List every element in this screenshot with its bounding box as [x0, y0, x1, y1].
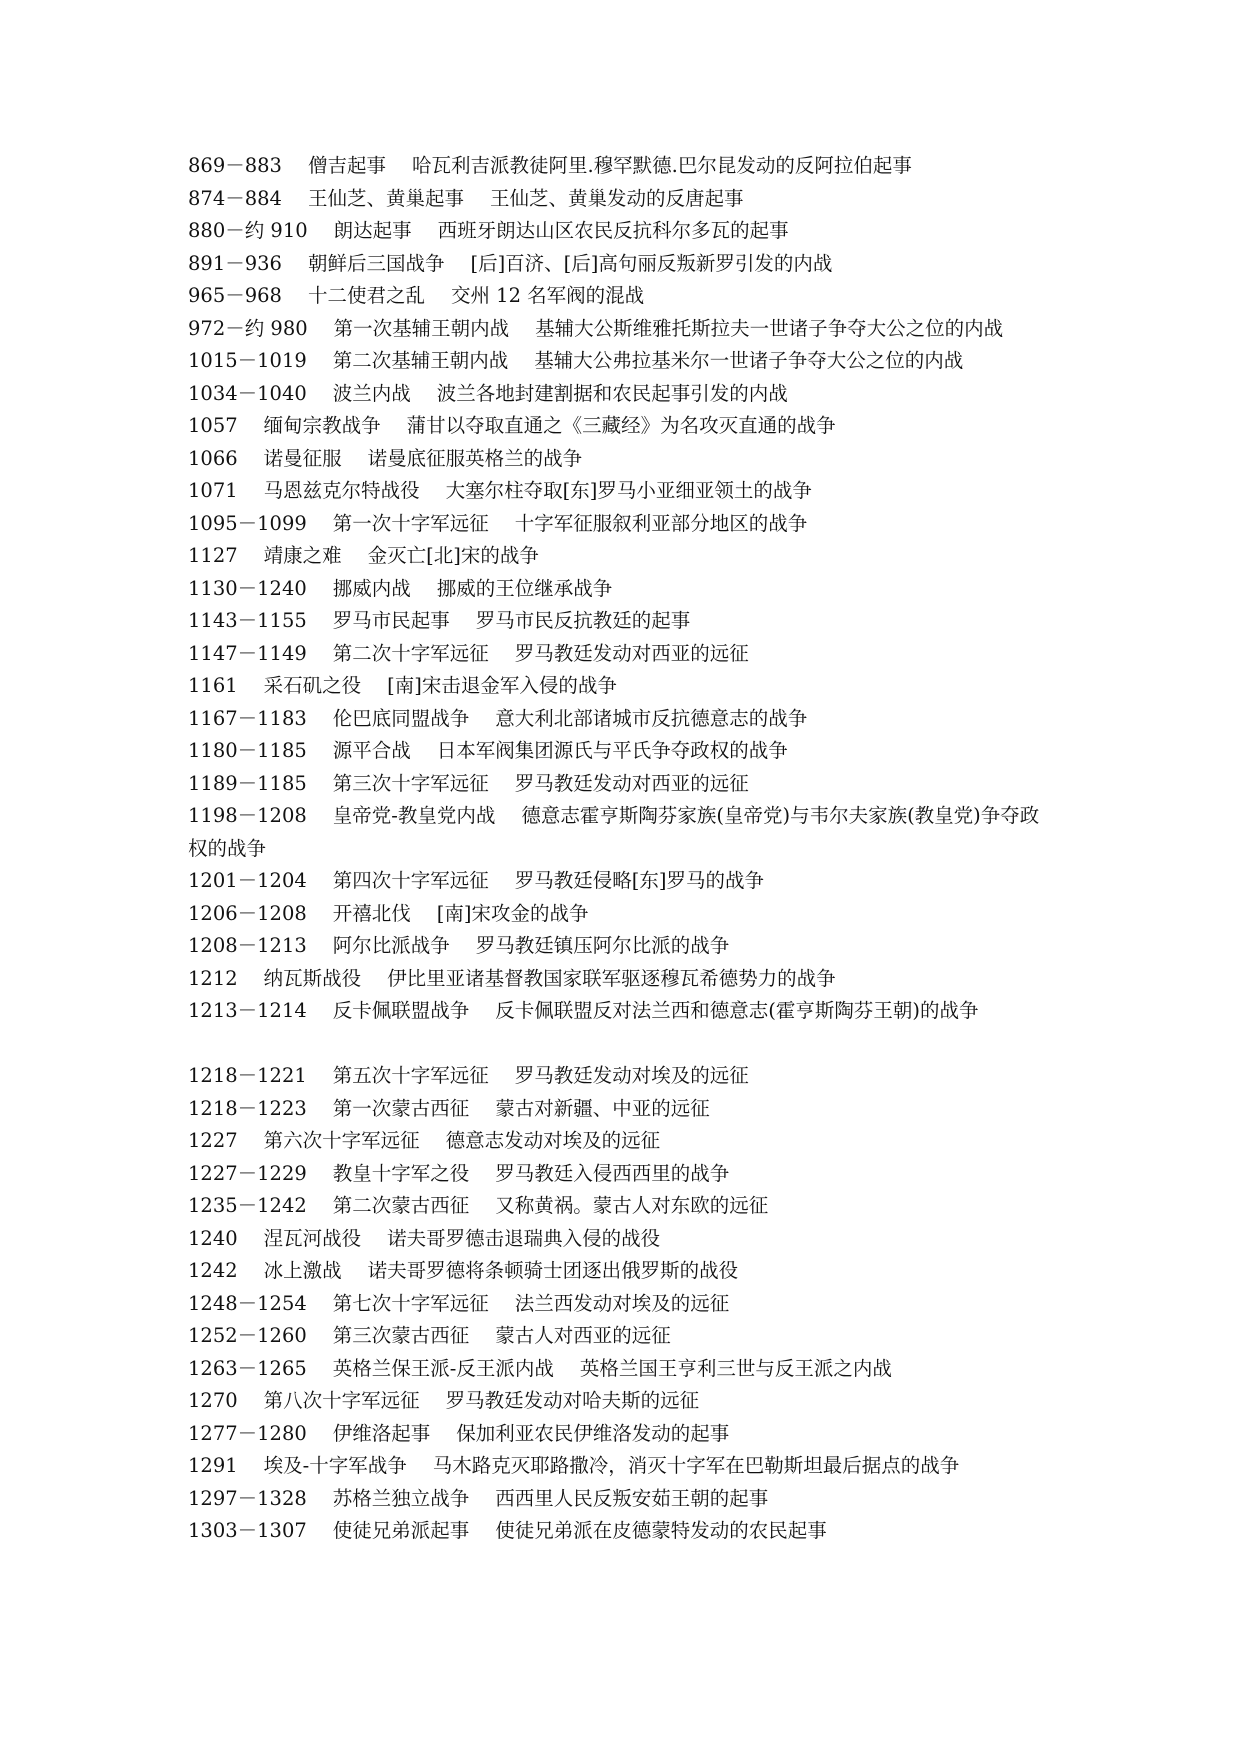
- entry-event: 采石矶之役: [263, 674, 362, 697]
- list-item: [188, 280, 1058, 313]
- entry-description: 又称黄祸。蒙古人对东欧的远征: [495, 1194, 769, 1217]
- entry-description: 德意志发动对埃及的远征: [445, 1129, 661, 1152]
- entry-event: 十二使君之乱: [307, 284, 425, 307]
- entry-event: 第一次蒙古西征: [332, 1096, 470, 1120]
- entry-event: 皇帝党-教皇党内战: [332, 804, 496, 827]
- entry-years: 869－883: [188, 154, 282, 177]
- entry-years: 1189－1185: [188, 771, 307, 795]
- entry-years: 1147－1149: [188, 641, 307, 665]
- entry-description: 挪威的王位继承战争: [436, 576, 613, 600]
- list-item: [188, 1158, 1058, 1191]
- entry-description: 哈瓦利吉派教徒阿里.穆罕默德.巴尔昆发动的反阿拉伯起事: [411, 154, 912, 177]
- entry-description: 蒲甘以夺取直通之《三藏经》为名攻灭直通的战争: [406, 414, 836, 437]
- entry-description: [后]百济、[后]高句丽反叛新罗引发的内战: [470, 251, 833, 275]
- entry-event: 教皇十字军之役: [332, 1161, 470, 1185]
- entry-years: 1218－1221: [188, 1064, 307, 1087]
- list-item: [188, 703, 1058, 736]
- list-item: [188, 215, 1058, 248]
- entry-years: 1277－1280: [188, 1421, 307, 1445]
- entry-event: 第八次十字军远征: [263, 1389, 420, 1412]
- entry-description: 马木路克灭耶路撒冷，消灭十字军在巴勒斯坦最后据点的战争: [432, 1454, 960, 1477]
- entry-event: 挪威内战: [332, 576, 411, 600]
- list-item: [188, 1125, 1058, 1158]
- entry-years: 1130－1240: [188, 576, 307, 600]
- entry-years: 874－884: [188, 186, 282, 210]
- entry-years: 1206－1208: [188, 901, 307, 925]
- entry-event: 第一次基辅王朝内战: [333, 316, 510, 340]
- list-item: [188, 313, 1058, 346]
- entry-event: 王仙芝、黄巢起事: [307, 186, 464, 210]
- entry-years: 1218－1223: [188, 1096, 307, 1120]
- entry-years: 1208－1213: [188, 934, 307, 957]
- entry-description: 罗马教廷侵略[东]罗马的战争: [514, 869, 764, 892]
- entry-event: 第三次蒙古西征: [332, 1324, 470, 1347]
- list-item: [188, 638, 1058, 671]
- entry-description: 诺曼底征服英格兰的战争: [367, 446, 583, 470]
- entry-years: 1212: [188, 966, 238, 990]
- entry-description: 罗马教廷入侵西西里的战争: [495, 1161, 730, 1185]
- list-item: [188, 963, 1058, 996]
- entry-description: 基辅大公弗拉基米尔一世诸子争夺大公之位的内战: [534, 349, 964, 372]
- entry-description: 波兰各地封建割据和农民起事引发的内战: [436, 381, 788, 405]
- list-item: [188, 443, 1058, 476]
- list-item: [188, 248, 1058, 281]
- entry-event: 伦巴底同盟战争: [332, 706, 470, 730]
- entry-event: 使徒兄弟派起事: [332, 1519, 470, 1542]
- entry-description: [南]宋攻金的战争: [436, 901, 589, 925]
- list-item: [188, 1483, 1058, 1516]
- entry-years: 1235－1242: [188, 1194, 307, 1217]
- entry-event: 纳瓦斯战役: [263, 966, 362, 990]
- entry-event: 第七次十字军远征: [332, 1291, 489, 1315]
- entry-description: 罗马市民反抗教廷的起事: [475, 609, 691, 632]
- entry-event: 第三次十字军远征: [332, 771, 489, 795]
- list-item: [188, 508, 1058, 541]
- entry-event: 冰上激战: [263, 1259, 342, 1282]
- list-item: [188, 865, 1058, 898]
- entry-years: 1240: [188, 1226, 238, 1250]
- entry-years: 1270: [188, 1389, 238, 1412]
- entry-years: 1161: [188, 674, 238, 697]
- list-item: [188, 1060, 1058, 1093]
- entry-years: 1034－1040: [188, 381, 307, 405]
- entry-description: 罗马教廷镇压阿尔比派的战争: [475, 934, 730, 957]
- entry-event: 源平合战: [332, 739, 411, 762]
- entry-years: 1242: [188, 1259, 238, 1282]
- list-item: [188, 930, 1058, 963]
- entry-years: 1198－1208: [188, 804, 307, 827]
- list-item: [188, 1190, 1058, 1223]
- list-item: [188, 475, 1058, 508]
- list-item: [188, 540, 1058, 573]
- entry-description: 蒙古对新疆、中亚的远征: [495, 1096, 710, 1120]
- entry-description: 使徒兄弟派在皮德蒙特发动的农民起事: [495, 1519, 827, 1542]
- entry-years: 1263－1265: [188, 1356, 307, 1380]
- entry-description: 基辅大公斯维雅托斯拉夫一世诸子争夺大公之位的内战: [535, 316, 1004, 340]
- entry-event: 缅甸宗教战争: [263, 414, 381, 437]
- entry-description: 罗马教廷发动对西亚的远征: [514, 641, 749, 665]
- entry-years: 1213－1214: [188, 999, 307, 1022]
- list-item: [188, 800, 1058, 865]
- list-item: [188, 1320, 1058, 1353]
- entry-years: 1248－1254: [188, 1291, 307, 1315]
- entry-event: 涅瓦河战役: [263, 1226, 362, 1250]
- entry-description: 保加利亚农民伊维洛发动的起事: [456, 1421, 730, 1445]
- entry-years: 891－936: [188, 251, 282, 275]
- entry-event: 埃及-十字军战争: [263, 1454, 407, 1477]
- list-item: [188, 735, 1058, 768]
- entry-years: 1252－1260: [188, 1324, 307, 1347]
- entry-description: 十字军征服叙利亚部分地区的战争: [514, 511, 808, 535]
- entry-event: 苏格兰独立战争: [332, 1486, 470, 1510]
- list-item: [188, 378, 1058, 411]
- entry-description: 日本军阀集团源氏与平氏争夺政权的战争: [436, 739, 788, 762]
- entry-event: 阿尔比派战争: [332, 934, 450, 957]
- entry-years: 1015－1019: [188, 349, 307, 372]
- entry-event: 诺曼征服: [263, 446, 342, 470]
- list-item: [188, 573, 1058, 606]
- entry-event: 靖康之难: [263, 544, 342, 567]
- entry-years: 1143－1155: [188, 609, 307, 632]
- entry-years: 1180－1185: [188, 739, 307, 762]
- entry-years: 1227－1229: [188, 1161, 307, 1185]
- entry-event: 开禧北伐: [332, 901, 411, 925]
- entry-event: 第五次十字军远征: [332, 1064, 489, 1087]
- entry-event: 波兰内战: [332, 381, 411, 405]
- list-item: [188, 410, 1058, 443]
- entry-description: 诺夫哥罗德将条顿骑士团逐出俄罗斯的战役: [367, 1259, 739, 1282]
- entry-event: 伊维洛起事: [332, 1421, 431, 1445]
- entry-description: 西班牙朗达山区农民反抗科尔多瓦的起事: [437, 219, 789, 242]
- entry-years: 1227: [188, 1129, 238, 1152]
- entry-description: 诺夫哥罗德击退瑞典入侵的战役: [387, 1226, 661, 1250]
- list-item: [188, 670, 1058, 703]
- list-item: [188, 898, 1058, 931]
- entry-years: 1201－1204: [188, 869, 307, 892]
- entry-description: 大塞尔柱夺取[东]罗马小亚细亚领土的战争: [445, 479, 812, 502]
- entry-event: 第二次十字军远征: [332, 641, 489, 665]
- entry-description: [南]宋击退金军入侵的战争: [387, 674, 617, 697]
- entry-years: 1127: [188, 544, 238, 567]
- entry-years: 1297－1328: [188, 1486, 307, 1510]
- entry-description: 罗马教廷发动对西亚的远征: [514, 771, 749, 795]
- entry-description: 法兰西发动对埃及的远征: [514, 1291, 730, 1315]
- entry-description: 王仙芝、黄巢发动的反唐起事: [489, 186, 744, 210]
- list-item: [188, 150, 1058, 183]
- entry-description: 西西里人民反叛安茹王朝的起事: [495, 1486, 769, 1510]
- entry-years: 965－968: [188, 284, 282, 307]
- list-item: [188, 1288, 1058, 1321]
- list-item: [188, 1255, 1058, 1288]
- list-item: [188, 183, 1058, 216]
- entry-event: 朝鲜后三国战争: [307, 251, 445, 275]
- entry-years: 972－约 980: [188, 316, 308, 340]
- entry-years: 880－约 910: [188, 219, 308, 242]
- entry-event: 第二次蒙古西征: [332, 1194, 470, 1217]
- list-item: [188, 1418, 1058, 1451]
- entry-years: 1095－1099: [188, 511, 307, 535]
- list-item: [188, 1515, 1058, 1548]
- entry-event: 反卡佩联盟战争: [332, 999, 470, 1022]
- entry-event: 罗马市民起事: [332, 609, 450, 632]
- entry-event: 英格兰保王派-反王派内战: [332, 1356, 554, 1380]
- list-item: [188, 1093, 1058, 1126]
- entry-description: 英格兰国王亨利三世与反王派之内战: [579, 1356, 892, 1380]
- entry-description: 罗马教廷发动对埃及的远征: [514, 1064, 749, 1087]
- entry-event: 第二次基辅王朝内战: [332, 349, 509, 372]
- entry-description: 意大利北部诸城市反抗德意志的战争: [495, 706, 808, 730]
- list-item: [188, 768, 1058, 801]
- entry-years: 1167－1183: [188, 706, 307, 730]
- entry-event: 僧吉起事: [307, 154, 386, 177]
- entry-description: 反卡佩联盟反对法兰西和德意志(霍亨斯陶芬王朝)的战争: [495, 999, 979, 1022]
- entry-years: 1066: [188, 446, 238, 470]
- list-item: [188, 995, 1058, 1028]
- entry-event: 第一次十字军远征: [332, 511, 489, 535]
- entry-event: 马恩兹克尔特战役: [263, 479, 420, 502]
- list-item: [188, 1353, 1058, 1386]
- entry-description: 蒙古人对西亚的远征: [495, 1324, 671, 1347]
- list-item: [188, 1450, 1058, 1483]
- list-item: [188, 345, 1058, 378]
- entry-event: 朗达起事: [333, 219, 412, 242]
- entry-description: 罗马教廷发动对哈夫斯的远征: [445, 1389, 700, 1412]
- list-item: [188, 1223, 1058, 1256]
- entry-description: 金灭亡[北]宋的战争: [367, 544, 539, 567]
- entry-years: 1303－1307: [188, 1519, 307, 1542]
- list-item: [188, 605, 1058, 638]
- entry-years: 1291: [188, 1454, 238, 1477]
- entry-description: 德意志霍亨斯陶芬家族(皇帝党)与韦尔夫家族(教皇党)争夺政权的战争: [188, 804, 1040, 860]
- entry-description: 交州 12 名军阀的混战: [450, 284, 645, 307]
- entry-event: 第四次十字军远征: [332, 869, 489, 892]
- entry-years: 1071: [188, 479, 238, 502]
- document-page: [188, 150, 1058, 1548]
- list-item: [188, 1385, 1058, 1418]
- entry-event: 第六次十字军远征: [263, 1129, 420, 1152]
- entry-description: 伊比里亚诸基督教国家联军驱逐穆瓦希德势力的战争: [387, 966, 836, 990]
- entry-years: 1057: [188, 414, 238, 437]
